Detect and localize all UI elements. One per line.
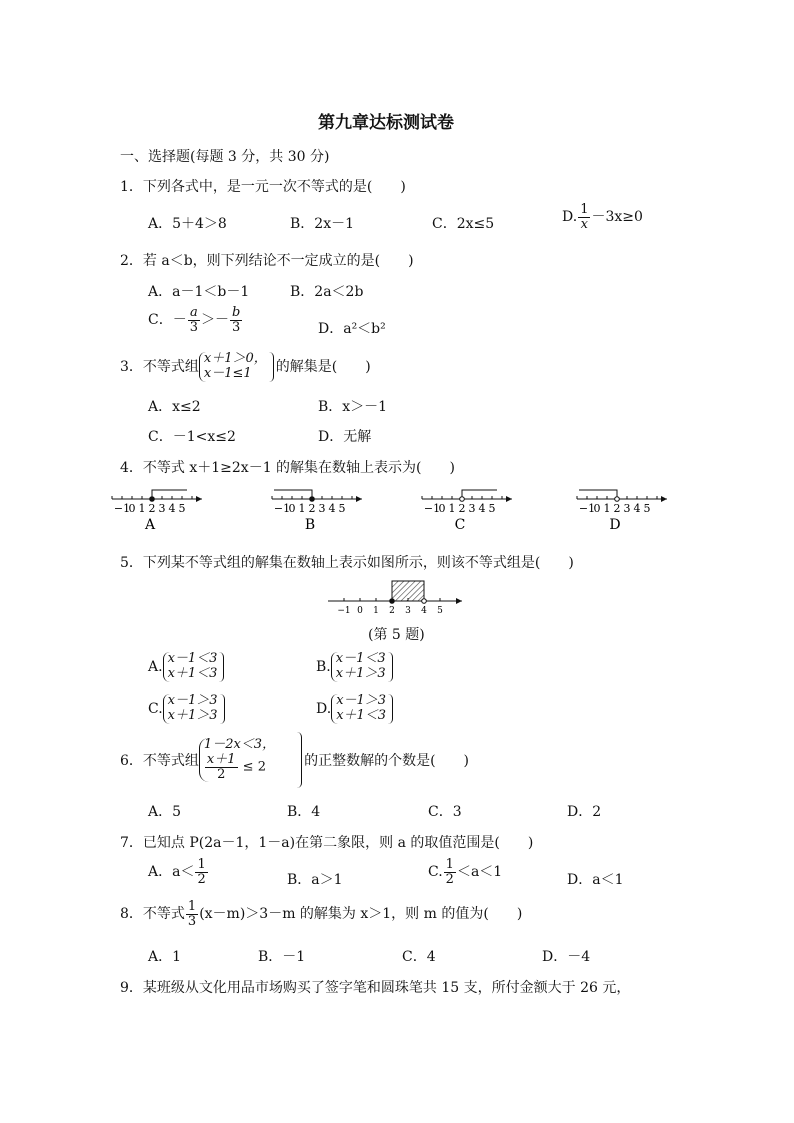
axis-arrow [356,496,362,502]
q5-d-row2: x＋1＜3 [336,708,387,723]
endpoint-dot [615,497,620,502]
axis-arrow [506,496,512,502]
tick-label: 2 [389,606,395,616]
q2-option-b[interactable]: B．2a＜2b [290,284,364,300]
shaded-interval [392,581,424,601]
question-7-stem: 7．已知点 P(2a－1，1－a)在第二象限，则 a 的取值范围是( ) [120,835,534,851]
q7-c-fraction [444,858,456,886]
q1-d-num: 1 [580,202,589,217]
q1-d-den: x [580,216,588,232]
tick-label: 2 [148,502,156,515]
question-9-stem: 9．某班级从文化用品市场购买了签字笔和圆珠笔共 15 支，所付金额大于 26 元， [120,980,631,996]
tick-label: −1 [423,502,441,515]
q3-stem-prefix: 3．不等式组 [120,359,199,375]
q1-option-b[interactable]: B．2x－1 [290,216,354,232]
q5-number-line [320,574,480,620]
q6-option-b[interactable]: B．4 [287,804,321,820]
tick-label: 5 [178,502,186,515]
q2-c-num1: a [188,306,200,321]
tick-label: 1 [448,502,456,515]
q3-row2: x－1≤1 [203,366,252,381]
tick-label: 3 [158,502,166,515]
tick-label: −1 [578,502,596,515]
q5-option-b[interactable] [316,652,395,682]
q5-a-row1: x－1＜3 [167,651,218,667]
option-label: D [609,517,621,533]
tick-label: 3 [623,502,631,515]
q5-b-label: B. [316,659,331,675]
tick-label: −1 [273,502,291,515]
q3-option-d[interactable]: D．无解 [318,429,372,445]
q5-caption: (第 5 题) [368,627,425,643]
axis-arrow [661,496,667,502]
q8-stem-prefix: 8．不等式 [120,906,185,923]
q1-d-label: D. [562,209,578,226]
tick-label: 0 [357,606,363,616]
option-label: A [144,517,156,533]
q5-b-row2: x＋1＞3 [335,666,386,681]
q3-option-b[interactable]: B．x＞－1 [318,399,388,415]
q5-b-row1: x－1＜3 [335,651,386,667]
tick-label: 0 [288,502,296,515]
q8-option-a[interactable]: A．1 [148,949,182,965]
q5-d-label: D. [316,701,332,717]
q1-option-d[interactable] [562,203,643,231]
question-8-stem [120,900,522,928]
q8-fraction [186,900,198,928]
endpoint-dot [150,497,155,502]
q3-row1: x＋1＞0， [203,351,267,367]
q5-c-system [163,694,220,724]
q7-option-b[interactable]: B．a＞1 [287,872,343,888]
q2-c-num2: b [232,305,241,320]
tick-label: 2 [613,502,621,515]
q6-system [199,738,277,781]
tick-label: 4 [168,502,176,515]
q8-option-d[interactable]: D．－4 [542,949,591,965]
q7-c-num: 1 [445,857,454,872]
tick-label: 5 [488,502,496,515]
q2-c-frac2 [230,306,242,334]
q2-c-den1: 3 [189,319,198,335]
question-3-stem [120,352,371,382]
q7-a-num: 1 [197,857,206,872]
question-2-stem: 2．若 a＜b，则下列结论不一定成立的是( ) [120,253,414,269]
endpoint-dot [460,497,465,502]
q1-d-fraction [578,203,590,231]
q8-den: 3 [187,913,197,929]
section-heading: 一、选择题(每题 3 分，共 30 分) [120,149,330,165]
q4-line-A [112,490,202,533]
q8-stem-suffix: (x－m)＞3－m 的解集为 x＞1，则 m 的值为( ) [199,906,523,923]
q6-stem-suffix: 的正整数解的个数是( ) [304,753,470,769]
q6-system-right-brace [297,732,302,788]
tick-label: −1 [337,606,351,616]
q7-c-den: 2 [445,871,454,887]
endpoint-dot [310,497,315,502]
tick-label: 1 [298,502,306,515]
q7-c-rest: ＜a＜1 [456,864,503,881]
q3-stem-suffix: 的解集是( ) [275,359,371,375]
q5-option-c[interactable] [148,694,227,724]
open-endpoint [422,599,427,604]
q5-d-system [331,694,388,724]
q3-system-right-brace [269,352,274,382]
q4-line-B [272,490,362,533]
q7-option-c[interactable] [428,858,502,886]
q2-c-frac1 [188,306,200,334]
tick-label: 5 [338,502,346,515]
q3-system [199,352,269,382]
q7-a-den: 2 [197,871,206,887]
tick-label: 2 [308,502,316,515]
question-1-stem: 1．下列各式中，是一元一次不等式的是( ) [120,179,406,195]
q5-a-label: A. [148,659,163,675]
tick-label: 3 [318,502,326,515]
question-6-stem [120,732,469,788]
tick-label: 0 [593,502,601,515]
q2-option-a[interactable]: A．a－1＜b－1 [148,284,250,300]
tick-label: 3 [468,502,476,515]
q7-option-d[interactable]: D．a＜1 [567,872,624,888]
option-label: B [304,517,316,533]
question-4-stem: 4．不等式 x＋1≥2x－1 的解集在数轴上表示为( ) [120,460,455,476]
tick-label: 0 [128,502,136,515]
solution-ray [274,490,312,499]
option-label: C [454,517,466,533]
tick-label: 4 [633,502,641,515]
q5-c-label: C. [148,701,163,717]
q7-a-fraction [195,858,207,886]
q2-option-d[interactable]: D．a²＜b² [318,321,386,337]
q6-row1: 1－2x＜3， [203,737,276,753]
tick-label: 5 [437,606,443,616]
q1-d-rest: －3x≥0 [591,209,643,226]
q5-d-right-brace [388,694,393,724]
tick-label: 4 [478,502,486,515]
axis-arrow [196,496,202,502]
q8-num: 1 [187,899,197,914]
q2-c-label: C．－ [148,312,187,329]
q5-d-row1: x－1＞3 [336,693,387,709]
q6-frac-num: x＋1 [206,752,236,768]
closed-endpoint [390,599,395,604]
q4-line-C [422,490,512,533]
q6-option-c[interactable]: C．3 [428,804,462,820]
q2-c-den2: 3 [232,319,241,335]
q1-option-a[interactable]: A．5＋4＞8 [148,216,227,232]
tick-label: 1 [373,606,379,616]
q2-option-c[interactable] [148,306,243,334]
q7-c-label: C. [428,864,443,881]
q2-c-mid: ＞－ [201,312,229,329]
q5-c-right-brace [220,694,225,724]
tick-label: 1 [138,502,146,515]
q5-b-right-brace [388,652,393,682]
q5-a-system [163,652,220,682]
question-5-stem: 5．下列某不等式组的解集在数轴上表示如图所示，则该不等式组是( ) [120,555,574,571]
q6-option-a[interactable]: A．5 [148,804,182,820]
q6-frac-den: 2 [217,766,226,782]
tick-label: 1 [603,502,611,515]
q8-option-b[interactable]: B．－1 [258,949,306,965]
q5-b-system [331,652,388,682]
tick-label: 3 [405,606,411,616]
q1-option-c[interactable]: C．2x≤5 [432,216,495,232]
tick-label: −1 [113,502,131,515]
tick-label: 5 [643,502,651,515]
tick-label: 0 [438,502,446,515]
q5-a-row2: x＋1＜3 [167,666,218,681]
q4-line-D [577,490,667,533]
tick-label: 2 [458,502,466,515]
q6-fraction [205,753,238,781]
q6-stem-prefix: 6．不等式组 [120,753,199,769]
q5-option-d[interactable] [316,694,395,724]
tick-label: 4 [421,606,427,616]
q3-option-a[interactable]: A．x≤2 [148,399,201,415]
q5-a-right-brace [219,652,224,682]
q5-c-row1: x－1＞3 [167,693,218,709]
q7-option-a[interactable] [148,858,209,886]
q8-option-c[interactable]: C．4 [402,949,436,965]
q4-number-lines [110,482,710,538]
tick-label: 4 [328,502,336,515]
q7-a-text: A．a＜ [148,864,195,881]
q6-option-d[interactable]: D．2 [567,804,602,820]
q5-c-row2: x＋1＞3 [167,708,218,723]
q3-option-c[interactable]: C．－1<x≤2 [148,429,236,445]
q5-option-a[interactable] [148,652,226,682]
page-title: 第九章达标测试卷 [318,113,454,133]
q6-frac-post: ≤ 2 [242,759,266,775]
axis-arrow [456,598,462,604]
solution-ray [579,490,617,499]
